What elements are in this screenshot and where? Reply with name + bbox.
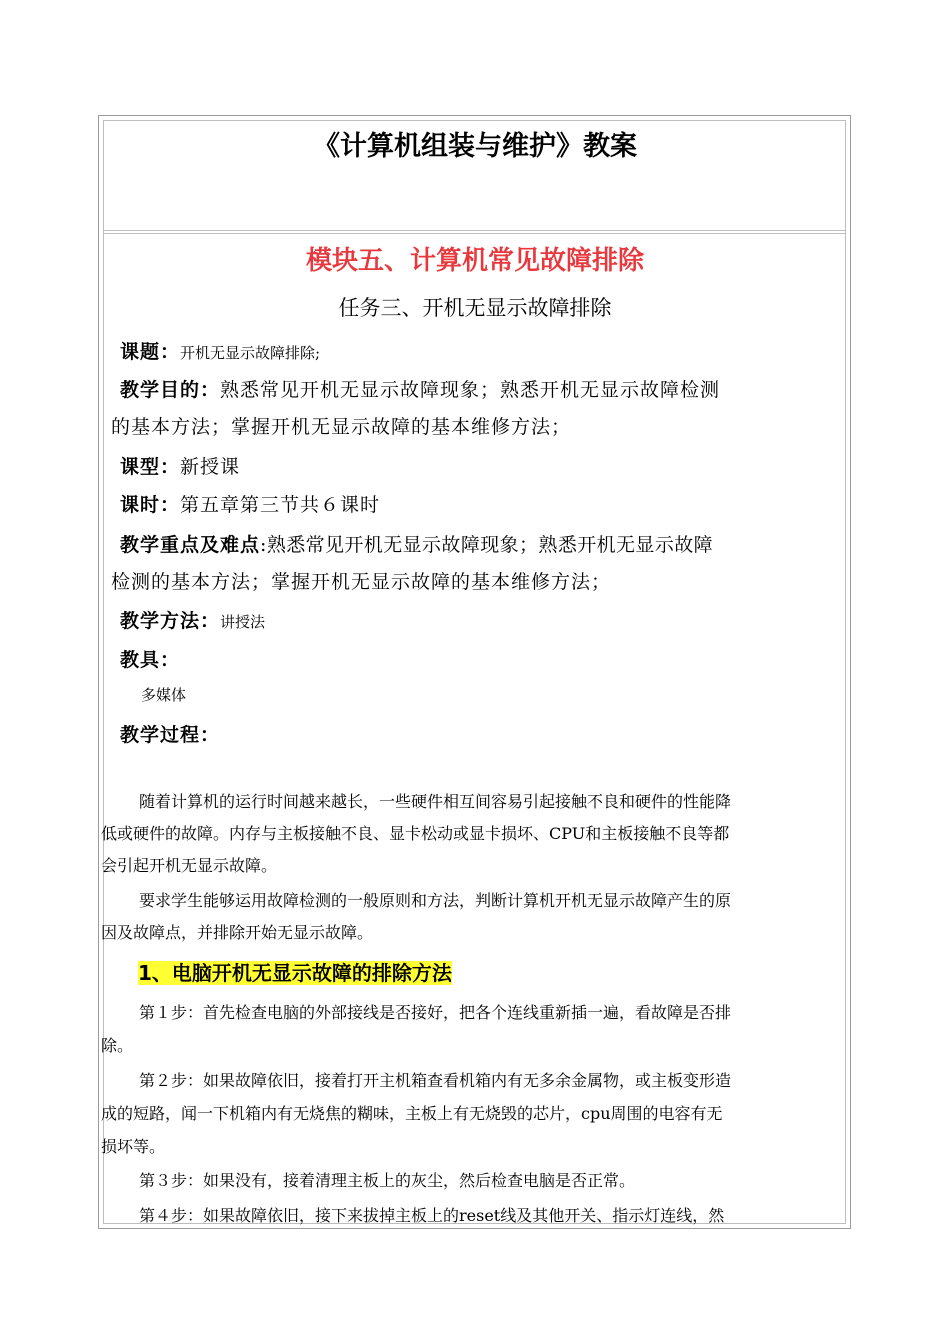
table-divider — [103, 233, 846, 234]
step-2-cont: 损坏等。 — [101, 1137, 166, 1156]
intro-paragraph-line: 因及故障点，并排除开始无显示故障。 — [101, 923, 374, 942]
step-1-cont: 除。 — [101, 1036, 134, 1055]
objective-label: 教学目的： — [120, 379, 221, 401]
type-value: 新授课 — [180, 456, 241, 478]
document-title: 《计算机组装与维护》教案 — [313, 131, 637, 162]
step-4: 第４步：如果故障依旧，接下来拔掉主板上的reset线及其他开关、指示灯连线，然 — [139, 1206, 725, 1225]
hours-row — [120, 490, 380, 517]
keypoints-text: :熟悉常见开机无显示故障现象；熟悉开机无显示故障 — [260, 534, 714, 556]
process-label: 教学过程： — [120, 724, 221, 746]
type-label: 课型： — [120, 456, 181, 478]
step-2-cont: 成的短路，闻一下机箱内有无烧焦的糊味，主板上有无烧毁的芯片，cpu周围的电容有无 — [101, 1104, 723, 1123]
keypoints-text-cont: 检测的基本方法；掌握开机无显示故障的基本维修方法； — [111, 571, 612, 593]
inner-table-border — [103, 120, 846, 1224]
method-value: 讲授法 — [220, 613, 266, 631]
step-1: 第１步：首先检查电脑的外部接线是否接好，把各个连线重新插一遍，看故障是否排 — [139, 1003, 732, 1022]
table-divider — [103, 230, 846, 231]
module-title: 模块五、计算机常见故障排除 — [305, 246, 644, 276]
section-heading — [138, 957, 452, 986]
intro-paragraph: 随着计算机的运行时间越来越长，一些硬件相互间容易引起接触不良和硬件的性能降 — [139, 792, 732, 811]
objective-row — [120, 375, 720, 402]
intro-paragraph-line: 会引起开机无显示故障。 — [101, 856, 278, 875]
step-2: 第２步：如果故障依旧，接着打开主机箱查看机箱内有无多余金属物，或主板变形造 — [139, 1071, 732, 1090]
keypoints-row — [120, 530, 713, 557]
keypoints-label: 教学重点及难点 — [120, 534, 261, 556]
type-row — [120, 452, 240, 479]
topic-value: 开机无显示故障排除; — [180, 344, 321, 362]
intro-paragraph: 要求学生能够运用故障检测的一般原则和方法，判断计算机开机无显示故障产生的原 — [139, 891, 732, 910]
step-3: 第３步：如果没有，接着清理主板上的灰尘，然后检查电脑是否正常。 — [139, 1171, 636, 1190]
tools-value: 多媒体 — [141, 686, 187, 704]
tools-label: 教具： — [120, 649, 181, 671]
method-row — [120, 606, 265, 633]
topic-row — [120, 337, 320, 364]
method-label: 教学方法： — [120, 610, 221, 632]
objective-text: 熟悉常见开机无显示故障现象；熟悉开机无显示故障检测 — [220, 379, 721, 401]
section-heading-text: 1、电脑开机无显示故障的排除方法 — [138, 961, 452, 985]
topic-label: 课题： — [120, 341, 181, 363]
intro-paragraph-line: 低或硬件的故障。内存与主板接触不良、显卡松动或显卡损坏、CPU和主板接触不良等都 — [101, 824, 730, 843]
hours-label: 课时： — [120, 494, 181, 516]
hours-value: 第五章第三节共６课时 — [180, 494, 381, 516]
task-title: 任务三、开机无显示故障排除 — [338, 296, 612, 320]
objective-text-cont: 的基本方法；掌握开机无显示故障的基本维修方法； — [111, 416, 572, 438]
